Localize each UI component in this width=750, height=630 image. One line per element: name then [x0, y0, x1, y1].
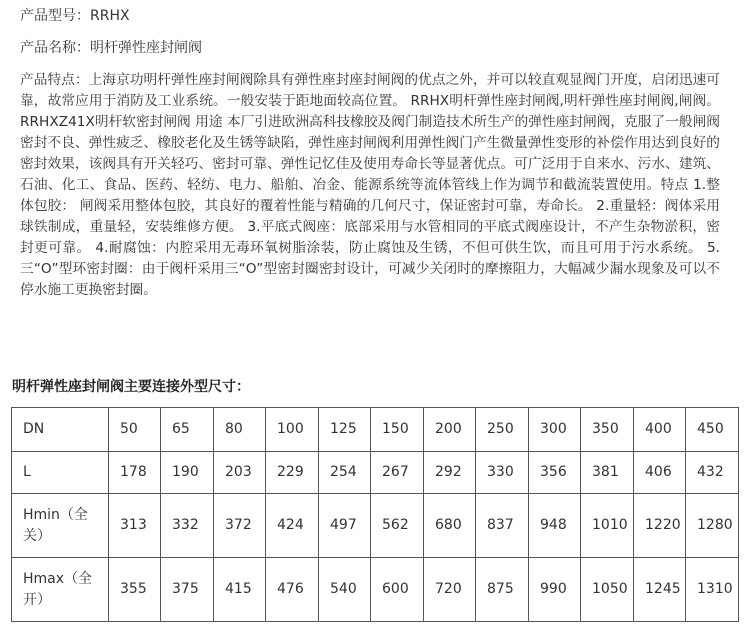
table-row-dn [12, 408, 739, 452]
table-cell: 375 [161, 558, 214, 622]
table-cell: 948 [529, 494, 581, 558]
table-row-l [12, 452, 739, 494]
table-cell: 432 [686, 452, 739, 494]
table-cell: 450 [686, 408, 739, 452]
table-cell: 875 [476, 558, 529, 622]
table-cell: 372 [214, 494, 266, 558]
row-label: Hmin（全关） [12, 494, 109, 558]
table-cell: 562 [371, 494, 424, 558]
row-label: L [12, 452, 109, 494]
table-cell: 476 [266, 558, 319, 622]
table-cell: 355 [109, 558, 161, 622]
table-cell: 350 [581, 408, 634, 452]
table-cell: 229 [266, 452, 319, 494]
table-cell: 1245 [634, 558, 686, 622]
product-features: 产品特点：上海京功明杆弹性座封闸阀除具有弹性座封座封闸阀的优点之外，并可以较直观显阀门开度，启闭迅速可靠，故常应用于消防及工业系统。一般安装于距地面较高位置。 RRHX明杆弹性座封闸阀,明杆弹性座封闸阀,闸阀。RRHXZ41X明杆软密封闸阀 用途 本厂引进欧洲高科技橡胶及阀门制造技术所生产的弹性座封闸阀，克服了一般闸阀密封不良、弹性疲乏、橡胶老化及生锈等缺陷，弹性座封闸阀利用弹性阀门产生微量弹性变形的补偿作用达到良好的密封效果，该阀具有开关轻巧、密封可靠、弹性记忆佳及使用寿命长等显著优点。可广泛用于自来水、污水、建筑、石油、化工、食品、医药、轻纺、电力、船舶、冶金、能源系统等流体管线上作为调节和截流装置使用。特点 1.整体包胶： 闸阀采用整体包胶，其良好的覆着性能与精确的几何尺寸，保证密封可靠，寿命长。 2.重量轻：阀体采用球铁制成，重量轻，安装维修方便。 3.平底式阀座：底部采用与水管相同的平底式阀座设计，不产生杂物淤积，密封更可靠。 4.耐腐蚀：内腔采用无毒环氧树脂涂装，防止腐蚀及生锈，不但可供生饮，而且可用于污水系统。 5.三“O”型环密封圈：由于阀杆采用三“O”型密封圈密封设计，可减少关闭时的摩擦阻力，大幅减少漏水现象及可以不停水施工更换密封圈。 [20, 72, 720, 298]
table-cell: 424 [266, 494, 319, 558]
table-row-hmin [12, 494, 739, 558]
dimensions-heading: 明杆弹性座封闸阀主要连接外型尺寸： [12, 379, 250, 395]
row-label: DN [12, 408, 109, 452]
table-cell: 406 [634, 452, 686, 494]
table-cell: 203 [214, 452, 266, 494]
product-name: 产品名称：明杆弹性座封闸阀 [20, 40, 202, 56]
table-cell: 1310 [686, 558, 739, 622]
table-cell: 415 [214, 558, 266, 622]
table-cell: 330 [476, 452, 529, 494]
table-cell: 267 [371, 452, 424, 494]
table-cell: 250 [476, 408, 529, 452]
table-cell: 292 [424, 452, 476, 494]
table-cell: 680 [424, 494, 476, 558]
table-cell: 837 [476, 494, 529, 558]
table-cell: 178 [109, 452, 161, 494]
table-cell: 720 [424, 558, 476, 622]
table-cell: 80 [214, 408, 266, 452]
table-cell: 65 [161, 408, 214, 452]
table-cell: 990 [529, 558, 581, 622]
table-cell: 50 [109, 408, 161, 452]
product-model: 产品型号：RRHX [20, 8, 130, 24]
table-cell: 313 [109, 494, 161, 558]
table-cell: 125 [319, 408, 371, 452]
dimensions-table [11, 407, 739, 622]
table-cell: 190 [161, 452, 214, 494]
table-cell: 254 [319, 452, 371, 494]
table-cell: 1010 [581, 494, 634, 558]
table-cell: 1220 [634, 494, 686, 558]
row-label: Hmax（全开） [12, 558, 109, 622]
table-cell: 1050 [581, 558, 634, 622]
table-cell: 1280 [686, 494, 739, 558]
table-cell: 300 [529, 408, 581, 452]
table-cell: 150 [371, 408, 424, 452]
table-cell: 356 [529, 452, 581, 494]
table-cell: 332 [161, 494, 214, 558]
table-cell: 497 [319, 494, 371, 558]
table-cell: 540 [319, 558, 371, 622]
table-cell: 381 [581, 452, 634, 494]
table-cell: 600 [371, 558, 424, 622]
table-cell: 400 [634, 408, 686, 452]
table-cell: 200 [424, 408, 476, 452]
table-row-hmax [12, 558, 739, 622]
table-cell: 100 [266, 408, 319, 452]
